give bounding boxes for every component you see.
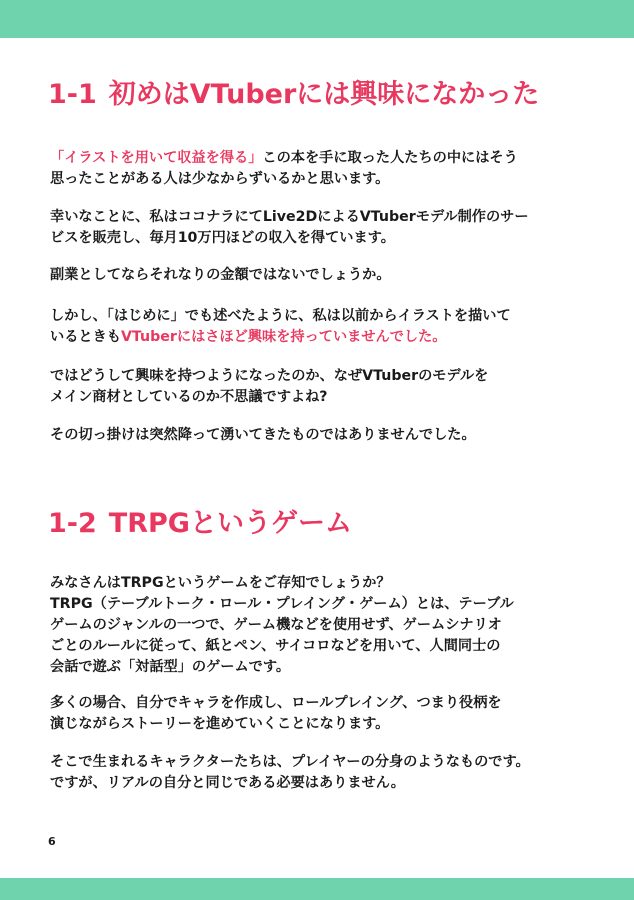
- paragraph: [50, 265, 610, 286]
- text-line: ではどうして興味を持つようになったのか、なぜVTuberのモデルを: [50, 368, 489, 384]
- text-line: ビスを販売し、毎月10万円ほどの収入を得ています。: [50, 230, 395, 246]
- text-line: ゲームのジャンルの一つで、ゲーム機などを使用せず、ゲームシナリオ: [50, 617, 502, 633]
- section-heading-1-1: [48, 77, 539, 113]
- text-line: 幸いなことに、私はココナラにてLive2DによるVTuberモデル制作のサー: [50, 209, 529, 225]
- paragraph: [50, 207, 610, 249]
- text-line: 思ったことがある人は少なからずいるかと思います。: [50, 171, 390, 187]
- paragraph: [50, 425, 610, 446]
- section-number: 1-2: [48, 508, 97, 539]
- text-line: TRPG（テーブルトーク・ロール・プレイング・ゲーム）とは、テーブル: [50, 596, 514, 612]
- text-line: 多くの場合、自分でキャラを作成し、ロールプレイング、つまり役柄を: [50, 695, 502, 711]
- bottom-accent-bar: [0, 878, 634, 900]
- text: この本を手に取った人たちの中にはそう: [262, 150, 518, 166]
- section-title: TRPGというゲーム: [108, 508, 352, 539]
- highlighted-text: 「イラストを用いて収益を得る」: [50, 150, 263, 166]
- section-heading-1-2: [48, 506, 352, 542]
- text-line: みなさんはTRPGというゲームをご存知でしょうか？: [50, 575, 391, 591]
- text-line: 副業としてならそれなりの金額ではないでしょうか。: [50, 267, 391, 283]
- text-line: [50, 327, 610, 348]
- section-title: 初めはVTuberには興味になかった: [108, 79, 540, 110]
- text-line: 演じながらストーリーを進めていくことになります。: [50, 716, 390, 732]
- paragraph: [50, 148, 610, 190]
- paragraph: [50, 752, 610, 794]
- text-line: メイン商材としているのか不思議ですよね?: [50, 389, 328, 405]
- text-line: しかし、「はじめに」でも述べたように、私は以前からイラストを描いて: [50, 308, 511, 324]
- top-accent-bar: [0, 0, 634, 38]
- text-line: その切っ掛けは突然降って湧いてきたものではありませんでした。: [50, 427, 476, 443]
- text-line: ごとのルールに従って、紙とペン、サイコロなどを用いて、人間同士の: [50, 638, 501, 654]
- paragraph: [50, 366, 610, 408]
- text-line: そこで生まれるキャラクターたちは、プレイヤーの分身のようなものです。: [50, 754, 530, 770]
- paragraph: [50, 693, 610, 735]
- text-line: [50, 148, 610, 169]
- highlighted-text: VTuberにはさほど興味を持っていませんでした。: [120, 329, 447, 345]
- text-line: ですが、リアルの自分と同じである必要はありません。: [50, 775, 405, 791]
- text: いるときも: [50, 329, 121, 345]
- section-number: 1-1: [48, 79, 97, 110]
- text-line: 会話で遊ぶ「対話型」のゲームです。: [50, 659, 291, 675]
- paragraph: [50, 306, 610, 348]
- paragraph: [50, 573, 610, 678]
- page-number: 6: [48, 835, 56, 848]
